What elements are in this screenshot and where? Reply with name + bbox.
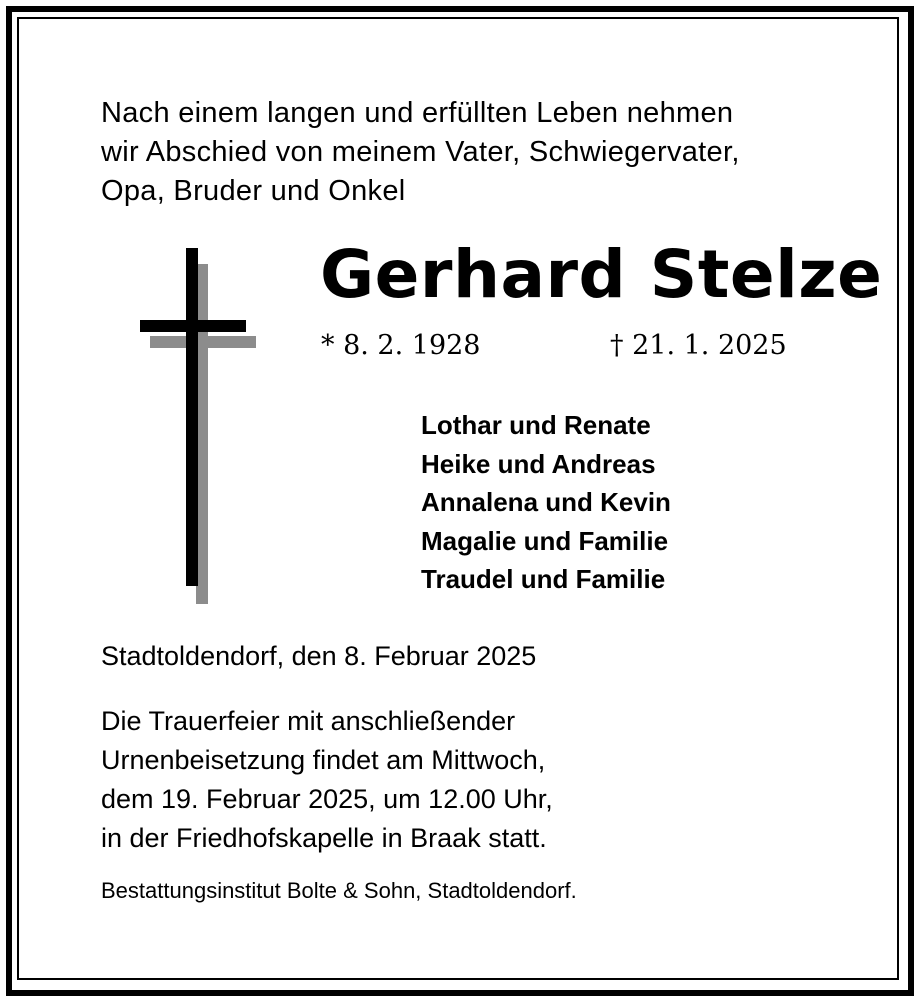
ceremony-line: Urnenbeisetzung findet am Mittwoch, [101, 745, 546, 775]
intro-text [101, 94, 740, 211]
mourners-list [421, 406, 671, 599]
cross-icon [138, 244, 262, 608]
mourner-entry: Traudel und Familie [421, 564, 666, 594]
undertaker-credit: Bestattungsinstitut Bolte & Sohn, Stadtoldendorf. [101, 878, 577, 903]
mourner-entry: Annalena und Kevin [421, 487, 671, 517]
ceremony-info [101, 702, 553, 858]
mourner-entry: Magalie und Familie [421, 525, 669, 556]
ceremony-line: Die Trauerfeier mit anschließender [101, 706, 516, 736]
mourner-entry: Heike und Andreas [421, 448, 656, 479]
place-and-date: Stadtoldendorf, den 8. Februar 2025 [101, 641, 537, 671]
death-date: † 21. 1. 2025 [610, 330, 787, 361]
birth-date: * 8. 2. 1928 [321, 330, 481, 361]
mourner-entry: Lothar und Renate [421, 410, 651, 440]
intro-line: Opa, Bruder und Onkel [101, 175, 406, 207]
intro-line: Nach einem langen und erfüllten Leben nehmen [101, 97, 734, 129]
intro-line: wir Abschied von meinem Vater, Schwiegervater, [101, 136, 740, 168]
deceased-name: Gerhard Stelze [320, 236, 883, 313]
ceremony-line: in der Friedhofskapelle in Braak statt. [101, 823, 547, 853]
ceremony-line: dem 19. Februar 2025, um 12.00 Uhr, [101, 784, 553, 814]
